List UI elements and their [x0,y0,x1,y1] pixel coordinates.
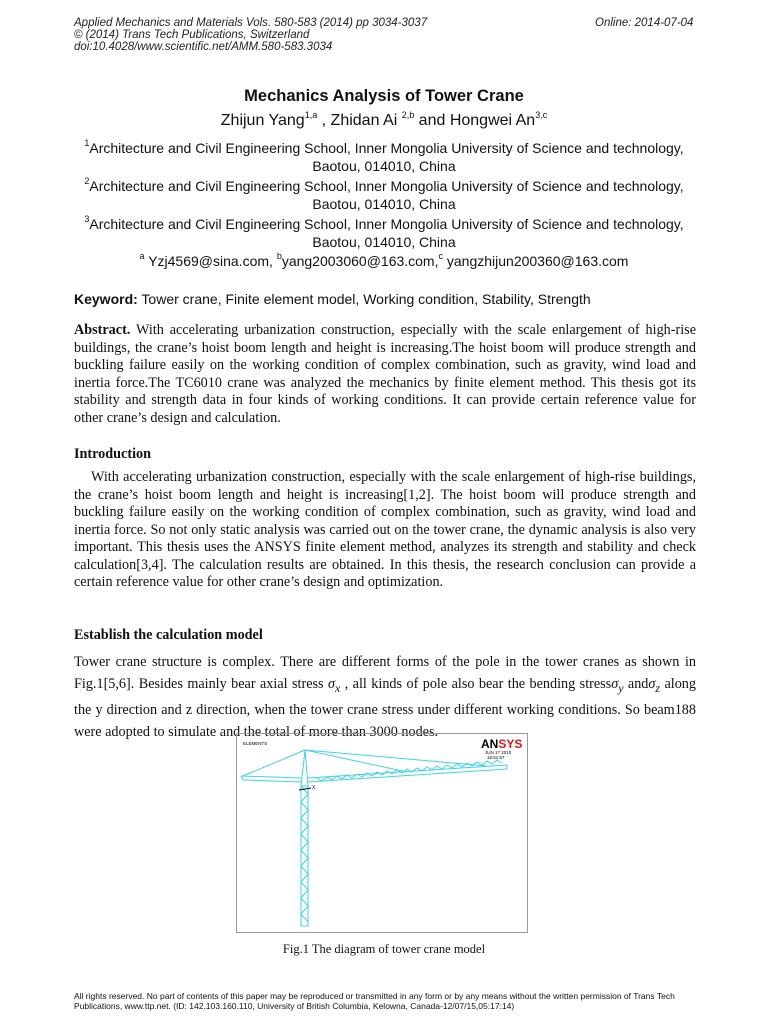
tie-rods [243,750,487,776]
sigma-x-subscript: x [335,680,341,695]
doi-line: doi:10.4028/www.scientific.net/AMM.580-583.3034 [74,41,333,53]
email-c: yangzhijun200360@163.com [443,253,629,269]
affiliation-3-sup: 3 [84,214,90,225]
keyword-text: Tower crane, Finite element model, Working condition, Stability, Strength [137,291,591,307]
email-line [0,253,768,269]
elements-label: ELEMENTS [243,741,268,746]
jib-lattice [317,760,502,781]
affiliation-3-line2: Baotou, 014010, China [312,234,456,250]
journal-citation: Applied Mechanics and Materials Vols. 580-583 (2014) pp 3034-3037 [74,17,428,29]
counter-jib [241,776,301,782]
tower-crane-diagram [237,734,527,932]
model-text-3: and [623,676,649,692]
abstract-paragraph [74,322,696,427]
render-time: 16:51:57 [487,755,505,760]
email-a: Yzj4569@sina.com, [144,253,277,269]
introduction-paragraph: With accelerating urbanization construction, especially with the scale enlargement of high-rise buildings, the crane’s hoist boom length and height is increasing[1,2]. The hoist boom will produce strength and buckling failure easily on the working condition of complex combination, such as gravity, wind load and inertia force. So not only static analysis was carried out on the tower crane, the dynamic analysis is also very important. This thesis uses the ANSYS finite element method, analyzes its strength and stability and check calculation[3,4]. The calculation results are obtained. In this thesis, the research conclusion can provide a certain reference value for other crane’s design and optimization. [74,469,696,590]
author-sep-1: , [317,112,331,129]
author-3-sup: 3,c [535,109,548,120]
model-text-1: Tower crane structure is complex. There are different forms of the pole in the tower cranes as shown in Fig.1[5,6]. Besides mainly bear axial stress [74,654,696,692]
author-3: Hongwei An [449,112,536,129]
journal-header [74,17,427,53]
email-b: yang2003060@163.com, [281,253,439,269]
author-2: Zhidan Ai [330,112,402,129]
affiliation-3 [74,215,694,251]
sigma-x-symbol: σ [328,676,335,692]
crane-mesh [241,750,507,926]
tower-crane-figure [236,733,528,933]
affiliation-2-line2: Baotou, 014010, China [312,196,456,212]
author-line [0,109,768,130]
affiliation-2-sup: 2 [84,176,90,187]
model-paragraph [74,651,696,743]
affiliation-2 [74,177,694,213]
sigma-y-symbol: σ [611,676,619,692]
email-c-sup: c [438,251,443,262]
keyword-label: Keyword: [74,291,138,307]
render-date: JUN 17 2010 [485,750,512,755]
figure-caption: Fig.1 The diagram of tower crane model [282,942,486,956]
jib [308,765,507,782]
affiliation-3-line1: Architecture and Civil Engineering School, Inner Mongolia University of Science and technology, [89,216,684,232]
abstract-text: With accelerating urbanization construction, especially with the scale enlargement of high-rise buildings, the crane’s hoist boom length and height is increasing.The hoist boom will produce strength and buckling failure easily on the working condition of complex combination, such as gravity, wind load and inertia force.The TC6010 crane was analyzed the mechanics by finite element method. This thesis got its stability and strength data in four kinds of working conditions. It can provide certain reference value for other crane’s design and calculation. [74,322,696,426]
ansys-logo: ANSYS [481,737,523,751]
sigma-z-subscript: z [655,680,661,695]
model-heading: Establish the calculation model [74,627,263,643]
keyword-line [74,291,591,307]
author-sep-2: and [414,112,450,129]
tower-head [301,750,308,786]
email-b-sup: b [276,251,282,262]
model-text-4: along the y direction and z direction, when the tower crane stress under different working conditions. So beam188 were adopted to simulate and the total of more than 3000 nodes. [74,676,696,740]
sigma-z-symbol: σ [648,676,656,692]
affiliation-1-sup: 1 [84,138,90,149]
affiliation-2-line1: Architecture and Civil Engineering School, Inner Mongolia University of Science and technology, [89,178,684,194]
author-1-sup: 1,a [304,109,318,120]
paper-title: Mechanics Analysis of Tower Crane [244,87,524,105]
affiliation-1-line2: Baotou, 014010, China [312,158,456,174]
model-text-2: , all kinds of pole also bear the bending stress [340,676,612,692]
author-1: Zhijun Yang [220,112,305,129]
mast-lattice [301,786,308,922]
axis-x-label: X [312,785,316,791]
abstract-label: Abstract. [74,322,131,338]
sigma-y-subscript: y [618,680,624,695]
author-2-sup: 2,b [401,109,415,120]
copyright-footer: All rights reserved. No part of contents of this paper may be reproduced or transmitted in any form or by any means without the written permission of Trans Tech Publications, www.ttp.net. (ID: 142.103.160.110, University of British Columbia, Kelowna, Canada-12/07/15,05:17:14) [74,991,675,1011]
email-a-sup: a [139,251,145,262]
affiliation-1-line1: Architecture and Civil Engineering School, Inner Mongolia University of Science and technology, [89,140,684,156]
affiliation-1 [74,139,694,175]
online-date: Online: 2014-07-04 [595,17,694,29]
copyright-line: © (2014) Trans Tech Publications, Switzerland [74,29,310,41]
introduction-heading: Introduction [74,446,151,462]
